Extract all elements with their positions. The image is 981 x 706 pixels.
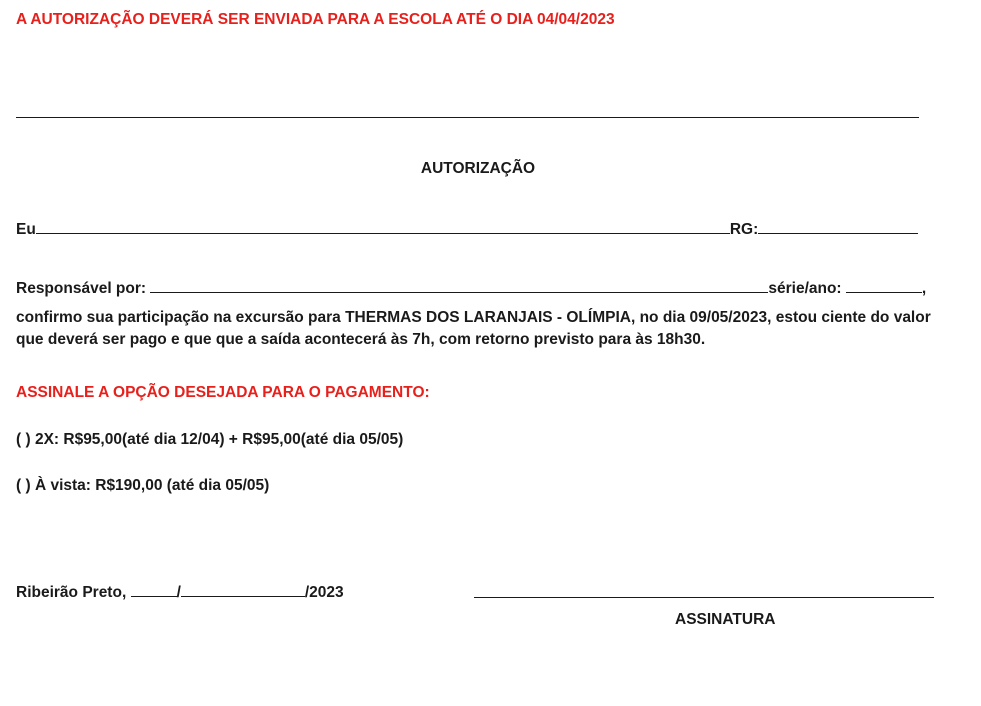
option-cash-label: À vista: R$190,00 (até dia 05/05) <box>30 477 270 494</box>
city-date-row <box>16 582 344 603</box>
eu-label: Eu <box>16 221 36 238</box>
signature-label: ASSINATURA <box>675 611 776 628</box>
rg-field[interactable] <box>758 219 918 234</box>
page-title: AUTORIZAÇÃO <box>420 160 536 177</box>
separator-line <box>16 117 919 118</box>
payment-heading: ASSINALE A OPÇÃO DESEJADA PARA O PAGAMENTO: <box>16 384 430 401</box>
checkbox-installments[interactable]: ( ) <box>16 431 31 448</box>
rg-label: RG: <box>729 221 759 238</box>
month-field[interactable] <box>181 582 305 597</box>
name-rg-row <box>16 219 918 240</box>
date-separator: / <box>176 584 181 601</box>
payment-option-installments <box>16 430 403 450</box>
city-label: Ribeirão Preto, <box>16 584 131 601</box>
payment-option-cash <box>16 476 269 496</box>
name-field[interactable] <box>36 219 730 234</box>
option-installments-label: 2X: R$95,00(até dia 12/04) + R$95,00(até dia 05/05) <box>30 431 404 448</box>
responsavel-label: Responsável por: <box>16 280 151 297</box>
serie-label: série/ano: <box>768 280 846 297</box>
checkbox-cash[interactable]: ( ) <box>16 477 31 494</box>
serie-trailing: , <box>921 280 927 297</box>
deadline-notice: A AUTORIZAÇÃO DEVERÁ SER ENVIADA PARA A ESCOLA ATÉ O DIA 04/04/2023 <box>16 11 615 28</box>
serie-field[interactable] <box>846 278 922 293</box>
signature-line[interactable] <box>474 597 934 598</box>
day-field[interactable] <box>131 582 177 597</box>
responsible-row <box>16 278 926 299</box>
student-name-field[interactable] <box>150 278 768 293</box>
year-label: /2023 <box>304 584 344 601</box>
confirmation-text: confirmo sua participação na excursão para THERMAS DOS LARANJAIS - OLÍMPIA, no dia 09/05/2023, estou ciente do valor que deverá ser pago e que que a saída acontecerá às 7h, com retorno previsto para às 18h30. <box>16 309 931 348</box>
